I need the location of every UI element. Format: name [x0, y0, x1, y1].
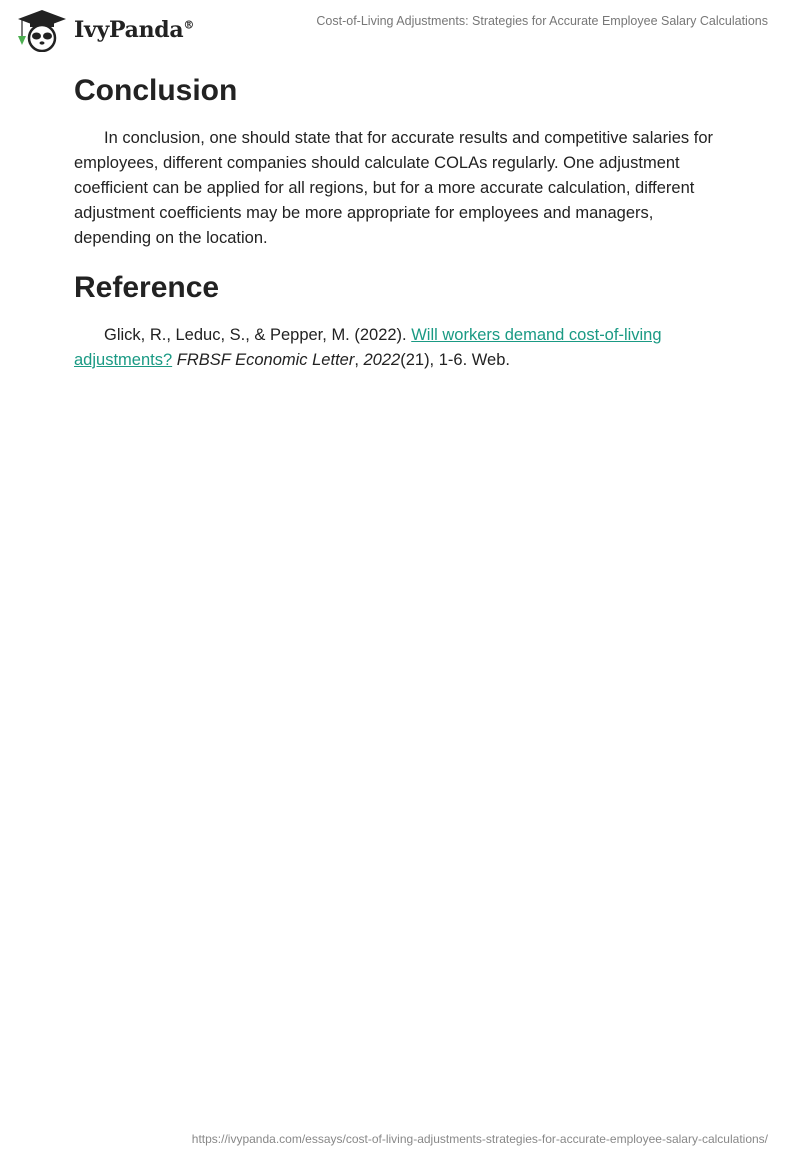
reference-entry: [74, 323, 734, 373]
essay-content: [74, 72, 734, 385]
reference-rest: (21), 1-6. Web.: [400, 351, 510, 369]
ivypanda-logo[interactable]: [16, 8, 194, 52]
conclusion-paragraph: In conclusion, one should state that for accurate results and competitive salaries for employees, different companies should calculate COLAs regularly. One adjustment coefficient can be applied for all regions, but for a more accurate calculation, different adjustment coefficients may be more appropriate for employees and managers, depending on the location.: [74, 129, 713, 247]
reference-journal: FRBSF Economic Letter: [176, 351, 355, 369]
logo-text: IvyPanda®: [74, 17, 195, 43]
reference-separator: ,: [354, 351, 364, 369]
reference-link[interactable]: Will workers demand cost-of-living adjustments?: [74, 326, 662, 369]
reference-volume: 2022: [363, 351, 401, 369]
panda-graduate-icon: [16, 8, 68, 52]
footer-url[interactable]: https://ivypanda.com/essays/cost-of-living-adjustments-strategies-for-accurate-employee-salary-calculations/: [191, 1132, 768, 1146]
reference-heading: Reference: [74, 271, 220, 304]
conclusion-heading: Conclusion: [74, 74, 238, 107]
reference-authors: Glick, R., Leduc, S., & Pepper, M. (2022).: [104, 326, 412, 344]
document-title: Cost-of-Living Adjustments: Strategies for Accurate Employee Salary Calculations: [316, 14, 768, 28]
